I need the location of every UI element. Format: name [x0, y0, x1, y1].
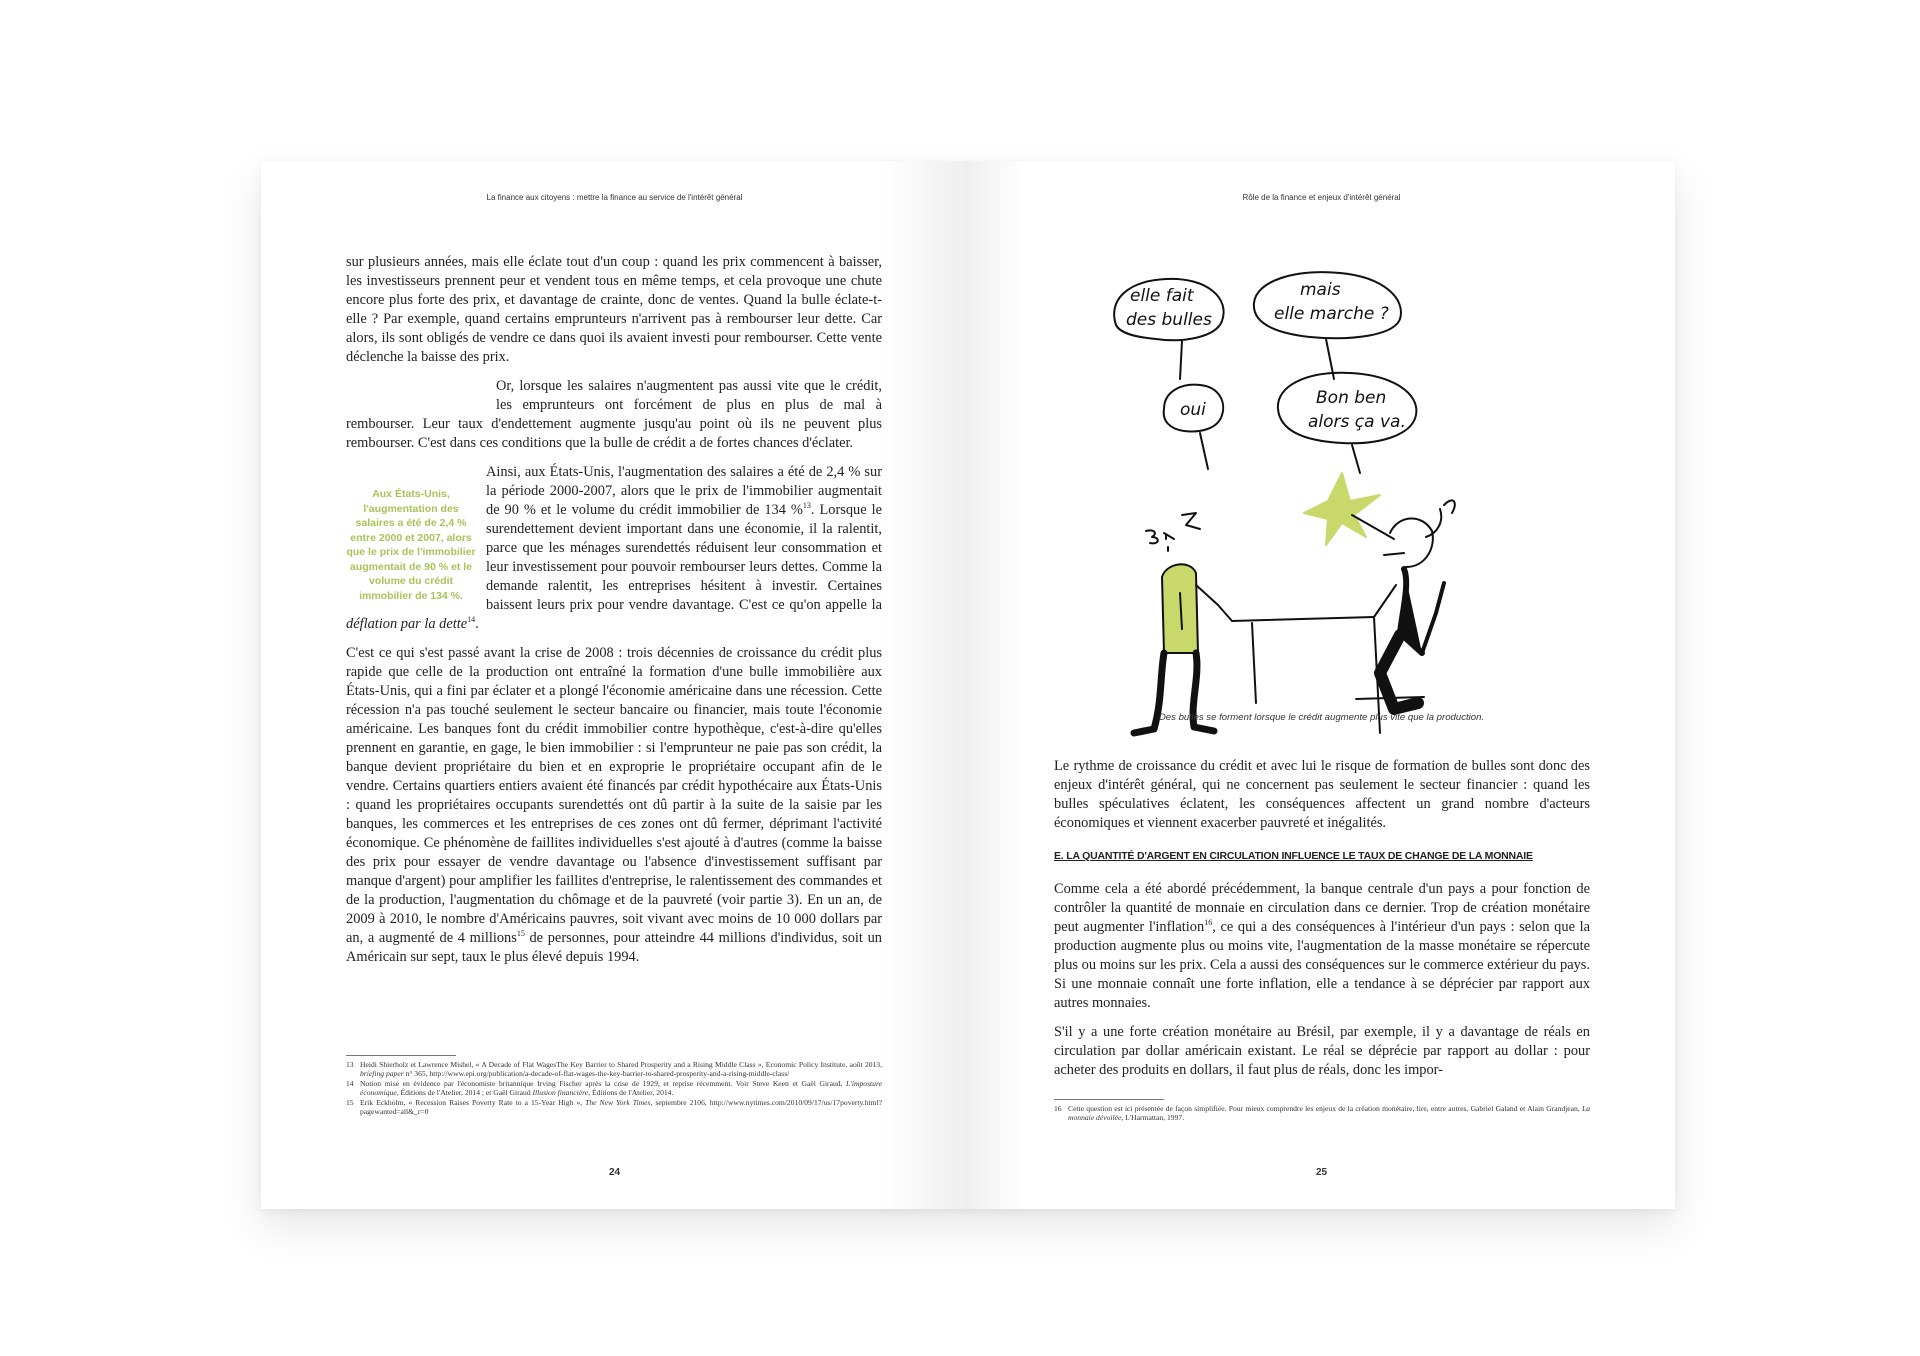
section-heading: E. LA QUANTITÉ D'ARGENT EN CIRCULATION INFLUENCE LE TAUX DE CHANGE DE LA MONNAIE: [1054, 850, 1533, 862]
page-number: 25: [1315, 1167, 1328, 1178]
figure-caption: Des bulles se forment lorsque le crédit augmente plus vite que la production.: [1158, 712, 1485, 723]
bubble-text: des bulles: [1126, 310, 1212, 330]
footnote-ref[interactable]: 16: [1204, 918, 1213, 928]
paragraph: Comme cela a été abordé précédemment, la banque centrale d'un pays a pour fonction de contrôler la quantité de monnaie en circulation dans ce dernier. Trop de création monétaire peut augmenter l'inflation$^{16}$, ce qui a des conséquences à l'intérieur d'un pays : selon que la production augmente plus ou moins vite, l'augmentation de la masse monétaire se répercute plus ou moins sur les prix. Cela a aussi des conséquences sur le commerce extérieur du pays. Si une monnaie connaît une forte inflation, elle a tendance à se déprécier par rapport aux autres monnaies.: [1054, 881, 1591, 1011]
footnote-rule: [346, 1055, 456, 1056]
footnotes: [346, 1055, 882, 1117]
running-head: La finance aux citoyens : mettre la finance au service de l'intérêt général: [486, 193, 743, 202]
footnote: 13 Heidi Shierholz et Lawrence Mishel, « A Decade of Flat WagesThe Key Barrier to Shared Prosperity and a Rising Middle Class », Economic Policy Institute, août 2013, briefing paper n° 365, http://www.epi.org/publication/a-decade-of-flat-wages-the-key-barrier-to-shared-prosperity-and-a-rising-middle-class/: [346, 1060, 882, 1078]
bubble-text: oui: [1180, 400, 1206, 420]
book-spread: [261, 161, 1675, 1209]
bubble-text: elle marche ?: [1274, 304, 1389, 324]
paragraph: Le rythme de croissance du crédit et avec lui le risque de formation de bulles sont donc des enjeux d'intérêt général, qui ne concernent pas seulement le secteur financier : quand les bulles spéculatives éclatent, les conséquences affectent un grand nombre d'acteurs économiques et viennent exacerber pauvreté et inégalités.: [1054, 758, 1590, 831]
paragraph: sur plusieurs années, mais elle éclate tout d'un coup : quand les prix commencent à baisser, les investisseurs prennent peur et vendent tous en même temps, et cela provoque une chute encore plus forte des prix, et davantage de crainte, donc de ventes. Quand la bulle éclate-t-elle ? Par exemple, quand certains emprunteurs n'arrivent pas à rembourser leur dette. Car alors, ils sont obligés de vendre ce dans quoi ils avaient investi pour rembourser. Cette vente déclenche la baisse des prix.: [346, 254, 882, 365]
footnote-ref[interactable]: 15: [516, 929, 525, 939]
running-head: Rôle de la finance et enjeux d'intérêt général: [1242, 193, 1401, 202]
left-body-column: [346, 253, 882, 977]
cartoon-illustration: [1104, 233, 1544, 753]
footnote: 16 Cette question est ici présentée de façon simplifiée. Pour mieux comprendre les enjeux de la création monétaire, lire, entre autres, Gabriel Galand et Alain Grandjean, La monnaie dévoilée, L'Harmattan, 1997.: [1054, 1104, 1590, 1122]
paragraph: Or, lorsque les salaires n'augmentent pas aussi vite que le crédit, les emprunteurs ont forcément de plus en plus de mal à rembourser. Leur taux d'endettement augmente jusqu'au point où ils ne peuvent plus rembourser. C'est dans ces conditions que la bulle de crédit a de fortes chances d'éclater.: [346, 378, 882, 451]
footnote-ref[interactable]: 13: [802, 501, 811, 511]
footnote: 14 Notion mise en évidence par l'économiste britannique Irving Fischer après la crise de 1929, et reprise récemment. Voir Steve Keen et Gaël Giraud, L'imposture économique, Éditions de l'Atelier, 2014 ; et Gaël Giraud Illusion financière, Éditions de l'Atelier, 2014.: [346, 1079, 882, 1097]
paragraph: Ainsi, aux États-Unis, l'augmentation des salaires a été de 2,4 % sur la période 2000-2007, alors que le prix de l'immobilier augmentait de 90 % et le volume du crédit immobilier de 134 %$^{13}$. Lorsque le surendettement devient important dans une économie, il la ralentit, parce que les ménages surendettés réduisent leur consommation et leur investissement pour pouvoir rembourser leurs dettes. Comme la demande ralentit, les entreprises hésitent à investir. Certaines baissent leurs prix pour vendre davantage. C'est ce qu'on appelle la déflation par la dette$^{14}$.: [346, 464, 882, 632]
paragraph: C'est ce qui s'est passé avant la crise de 2008 : trois décennies de croissance du crédit plus rapide que celle de la production ont entraîné la formation d'une bulle immobilière aux États-Unis, qui a fini par éclater et a plongé l'économie américaine dans une récession. Cette récession n'a pas touché seulement le secteur bancaire ou financier, mais toute l'économie américaine. Les banques font du crédit immobilier contre hypothèque, c'est-à-dire qu'elles prennent en garantie, en gage, le bien immobilier : si l'emprunteur ne paie pas son crédit, la banque devient propriétaire du bien et en exproprie le propriétaire occupant afin de le vendre. Certains quartiers entiers avaient été financés par crédit hypothécaire aux États-Unis : quand les propriétaires occupants surendettés ont dû partir à la suite de la saisie par les banques, les commerces et les entreprises de ces zones ont dû fermer, déprimant l'activité économique. Ce phénomène de faillites individuelles s'est ajouté à d'autres (comme la baisse des prix pour essayer de vendre davantage ou l'absence d'investissement suffisant par manque d'argent) pour amplifier les faillites d'entreprise, le ralentissement des commandes et de la production, l'augmentation du chômage et de la pauvreté (voir partie 3). En un an, de 2009 à 2010, le nombre d'Américains pauvres, soit vivant avec moins de 10 000 dollars par an, a augmenté de 4 millions$^{15}$ de personnes, pour atteindre 44 millions d'individus, soit un Américain sur sept, taux le plus élevé depuis 1994.: [346, 645, 882, 965]
bubble-text: mais: [1300, 280, 1341, 300]
page-number: 24: [608, 1167, 621, 1178]
spark-icon: [1304, 473, 1380, 545]
bubble-text: elle fait: [1130, 286, 1194, 306]
right-body-column: [1054, 757, 1590, 1090]
right-page: [968, 161, 1675, 1209]
footnote-rule: [1054, 1099, 1164, 1100]
paragraph: S'il y a une forte création monétaire au Brésil, par exemple, il y a davantage de réals en circulation par dollar américain existant. Le réal se déprécie par rapport au dollar : pour acheter des produits en dollars, il faut plus de réals, donc les impor-: [1054, 1024, 1590, 1078]
bubble-text: alors ça va.: [1308, 412, 1406, 432]
speech-bubble: [1278, 373, 1416, 443]
pull-quote: Aux États-Unis, l'augmentation des salaires a été de 2,4 % entre 2000 et 2007, alors que le prix de l'immobilier augmentait de 90 % et le volume du crédit immobilier de 134 %.: [346, 488, 476, 602]
footnote: 15 Erik Eckholm, « Recession Raises Poverty Rate to a 15-Year High », The New York Times, septembre 2106, http://www.nytimes.com/2010/09/17/us/17poverty.html?pagewanted=all&_r=0: [346, 1098, 882, 1116]
footnotes: [1054, 1099, 1590, 1123]
bubble-text: Bon ben: [1316, 388, 1387, 408]
left-page: [261, 161, 968, 1209]
footnote-ref[interactable]: 14: [467, 615, 476, 625]
